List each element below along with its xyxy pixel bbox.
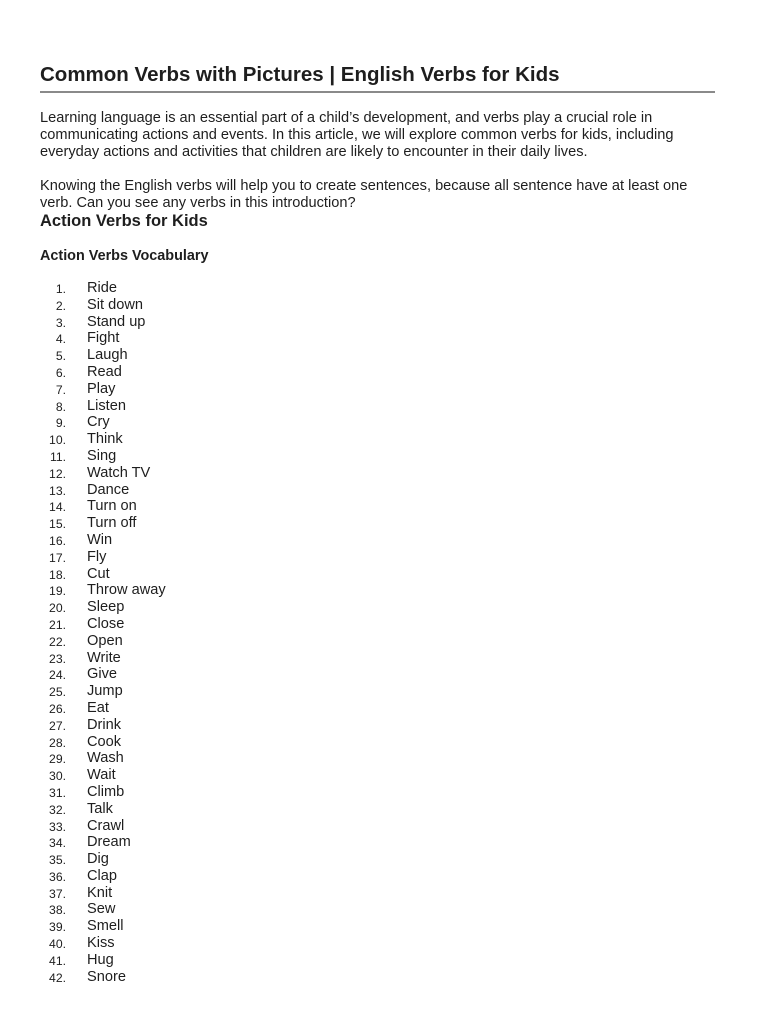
verb-number: 32. [49, 802, 66, 817]
verb-number: 9. [55, 416, 66, 431]
verb-number: 33. [49, 819, 66, 834]
verb-label: Climb [87, 783, 125, 800]
verb-label: Cut [87, 565, 110, 582]
verb-label: Read [87, 363, 122, 380]
verb-label: Win [87, 531, 113, 548]
verb-label: Sit down [87, 296, 143, 313]
verb-label: Write [87, 649, 121, 666]
verb-number: 30. [49, 769, 66, 784]
verb-label: Knit [87, 884, 113, 901]
verb-label: Clap [87, 867, 118, 884]
verb-number: 25. [49, 685, 66, 700]
verb-number: 22. [49, 634, 66, 649]
title-divider [40, 91, 715, 93]
verb-label: Stand up [87, 313, 146, 330]
verb-number: 1. [55, 282, 66, 296]
verb-number: 14. [49, 500, 66, 515]
verb-number: 8. [55, 399, 66, 414]
verb-label: Think [87, 431, 123, 448]
verb-label: Cook [87, 733, 122, 750]
verb-number: 18. [49, 567, 66, 582]
verb-number: 31. [49, 785, 66, 800]
verb-number: 36. [49, 869, 66, 884]
verb-number: 7. [55, 382, 66, 397]
verb-label: Listen [87, 397, 126, 414]
verb-label: Ride [87, 280, 118, 296]
intro-paragraph-2: Knowing the English verbs will help you to create sentences, because all sentence have at least one verb. Can you see any verbs in this introduction? [40, 178, 688, 211]
verb-number: 4. [55, 332, 66, 347]
verb-label: Sleep [87, 599, 125, 616]
verb-label: Wash [87, 750, 124, 767]
verb-number: 5. [55, 349, 66, 364]
verb-label: Snore [87, 968, 126, 985]
verb-number: 12. [49, 466, 66, 481]
verb-number: 13. [49, 483, 66, 498]
verb-label: Dig [87, 851, 109, 868]
verb-label: Talk [87, 800, 113, 817]
verb-label: Open [87, 632, 123, 649]
verb-number: 37. [49, 886, 66, 901]
verb-label: Wait [87, 767, 116, 784]
verb-label: Dream [87, 834, 131, 851]
verb-label: Fight [87, 330, 120, 347]
verb-label: Sing [87, 447, 117, 464]
verb-number: 3. [55, 315, 66, 330]
verb-number: 16. [49, 533, 66, 548]
section-heading: Action Verbs for Kids [40, 212, 208, 230]
sub-heading: Action Verbs Vocabulary [40, 248, 209, 264]
verb-label: Cry [87, 414, 110, 431]
verb-label: Eat [87, 699, 109, 716]
verb-label: Give [87, 666, 118, 683]
verb-label: Smell [87, 918, 124, 935]
verb-number: 27. [49, 718, 66, 733]
verb-number: 23. [49, 651, 66, 666]
verb-label: Kiss [87, 935, 115, 952]
verb-label: Dance [87, 481, 130, 498]
intro-paragraph-1: Learning language is an essential part of a child’s development, and verbs play a crucial role in communicating actions and events. In this article, we will explore common verbs for kids, including everyday actions and activities that children are likely to encounter in their daily lives. [40, 110, 674, 160]
verb-number: 2. [55, 298, 66, 313]
verb-number: 38. [49, 903, 66, 918]
verb-label: Watch TV [87, 464, 151, 481]
verb-number: 10. [49, 433, 66, 448]
verb-number: 26. [49, 701, 66, 716]
verb-number: 17. [49, 550, 66, 565]
verb-label: Fly [87, 548, 107, 565]
verb-number: 15. [49, 517, 66, 532]
verb-number: 11. [49, 449, 66, 464]
verb-number: 39. [49, 920, 66, 935]
verb-label: Jump [87, 683, 123, 700]
verb-number: 35. [49, 853, 66, 868]
verb-label: Drink [87, 716, 122, 733]
verb-label: Play [87, 380, 116, 397]
verb-label: Sew [87, 901, 116, 918]
verb-number: 21. [49, 617, 66, 632]
verb-number: 41. [49, 953, 66, 968]
verb-label: Crawl [87, 817, 125, 834]
verb-number: 29. [49, 752, 66, 767]
verb-number: 20. [49, 601, 66, 616]
verb-number: 42. [49, 970, 66, 985]
verb-number: 28. [49, 735, 66, 750]
page-title: Common Verbs with Pictures | English Verbs for Kids [40, 63, 560, 86]
verb-label: Hug [87, 951, 114, 968]
verb-label: Turn on [87, 498, 137, 515]
verb-number: 24. [49, 668, 66, 683]
verb-number: 34. [49, 836, 66, 851]
verb-label: Laugh [87, 347, 128, 364]
verb-label: Close [87, 615, 125, 632]
verb-number: 40. [49, 937, 66, 952]
verb-label: Turn off [87, 515, 137, 532]
verb-label: Throw away [87, 582, 166, 599]
verb-number: 19. [49, 584, 66, 599]
verb-number: 6. [55, 365, 66, 380]
